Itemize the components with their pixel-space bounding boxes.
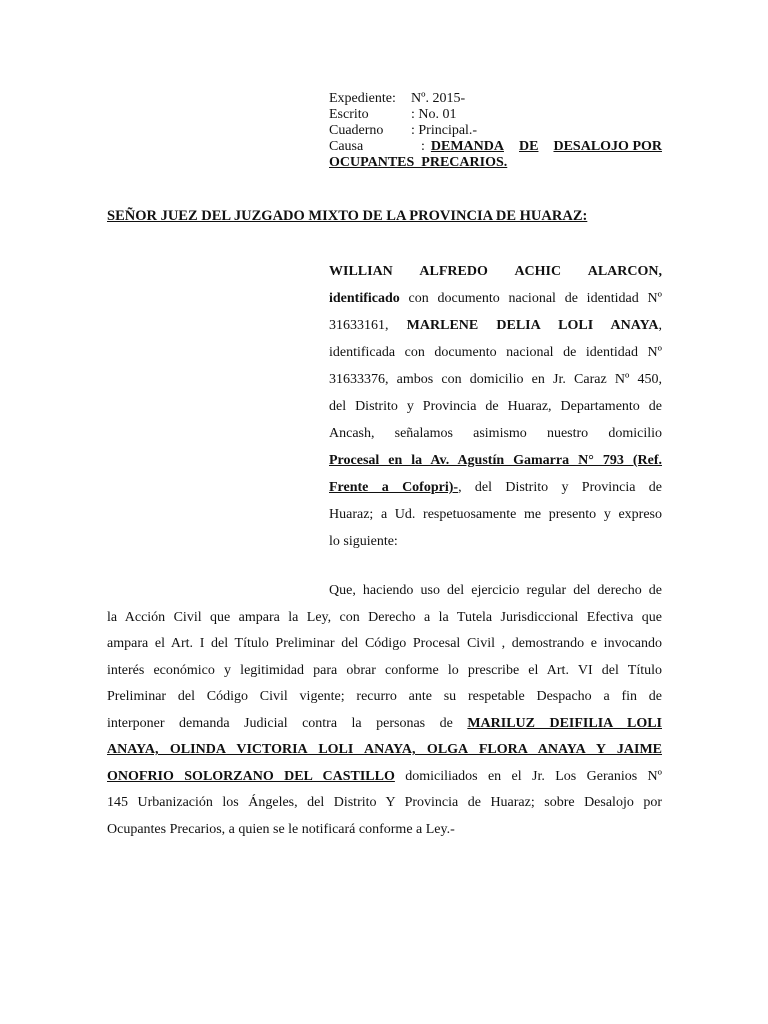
intro-dni: 31633161,: [329, 318, 407, 333]
body-line-5: Preliminar del Código Civil vigente; recurro ante su respetable Despacho a fin de: [107, 689, 662, 704]
body-line-7: ANAYA, OLINDA VICTORIA LOLI ANAYA, OLGA FLORA ANAYA Y JAIME: [107, 742, 662, 757]
intro-line-2: [329, 285, 662, 312]
body-line-4: interés económico y legitimidad para obrar conforme lo prescribe el Art. VI del Título: [107, 662, 662, 678]
intro-line-11: lo siguiente:: [329, 534, 398, 549]
intro-line-10: Huaraz; a Ud. respetuosamente me presento y expreso: [329, 507, 662, 522]
intro-text: con documento nacional de identidad Nº: [399, 291, 662, 306]
intro-line-7: Ancash, señalamos asimismo nuestro domicilio: [329, 426, 662, 441]
causa-word-2: DE: [519, 139, 539, 154]
causa-value-line2: OCUPANTES PRECARIOS.: [329, 155, 508, 170]
intro-line-9: [329, 474, 662, 501]
escrito-label: Escrito: [329, 107, 369, 122]
intro-comma: ,: [658, 318, 662, 333]
case-header: [329, 91, 662, 171]
intro-line-8: Procesal en la Av. Agustín Gamarra N° 793 (Ref.: [329, 453, 662, 468]
intro-line-4: identificada con documento nacional de identidad Nº: [329, 345, 662, 360]
defendant-names: MARILUZ DEIFILIA LOLI: [467, 715, 662, 731]
expediente-label: Expediente:: [329, 91, 396, 106]
intro-bold-identificado: identificado: [329, 291, 400, 306]
causa-value: [425, 139, 662, 155]
causa-label: Causa: [329, 139, 364, 154]
causa-word-1: DEMANDA: [430, 139, 504, 154]
escrito-value: : No. 01: [411, 107, 457, 122]
body-line-3: ampara el Art. I del Título Preliminar del Código Procesal Civil , demostrando e invocando: [107, 636, 662, 651]
cuaderno-value: : Principal.-: [411, 123, 478, 138]
expediente-row: [329, 91, 662, 107]
body-text: interponer demanda Judicial contra la personas de: [107, 715, 468, 731]
court-address: SEÑOR JUEZ DEL JUZGADO MIXTO DE LA PROVINCIA DE HUARAZ:: [107, 208, 588, 224]
intro-name-marlene: MARLENE DELIA LOLI ANAYA: [406, 318, 659, 333]
intro-line-1: WILLIAN ALFREDO ACHIC ALARCON,: [329, 264, 662, 279]
causa-row: [329, 139, 662, 155]
intro-line-3: [329, 312, 662, 339]
body-line-6: [107, 711, 662, 738]
body-line-2: la Acción Civil que ampara la Ley, con Derecho a la Tutela Jurisdiccional Efectiva que: [107, 609, 662, 625]
body-text: domiciliados en el Jr. Los Geranios Nº: [394, 768, 662, 784]
defendant-names: ONOFRIO SOLORZANO DEL CASTILLO: [107, 768, 395, 784]
causa-separator: :: [421, 139, 425, 154]
causa-word-3: DESALOJO POR: [553, 139, 662, 154]
cuaderno-label: Cuaderno: [329, 123, 384, 138]
intro-line-6: del Distrito y Provincia de Huaraz, Departamento de: [329, 399, 662, 414]
body-line-10: Ocupantes Precarios, a quien se le notificará conforme a Ley.-: [107, 821, 455, 837]
body-line-9: 145 Urbanización los Ángeles, del Distrito Y Provincia de Huaraz; sobre Desalojo por: [107, 795, 662, 810]
intro-paragraph: [329, 258, 662, 555]
intro-line-5: 31633376, ambos con domicilio en Jr. Caraz Nº 450,: [329, 372, 662, 387]
cuaderno-row: [329, 123, 662, 139]
escrito-row: [329, 107, 662, 123]
intro-ref-cofopri: Frente a Cofopri)-: [329, 480, 459, 495]
body-line-8: [107, 764, 662, 791]
expediente-value: Nº. 2015-: [411, 91, 466, 106]
intro-text: , del Distrito y Provincia de: [458, 480, 662, 495]
body-paragraph: [107, 578, 662, 843]
body-line-1: Que, haciendo uso del ejercicio regular del derecho de: [329, 583, 662, 598]
